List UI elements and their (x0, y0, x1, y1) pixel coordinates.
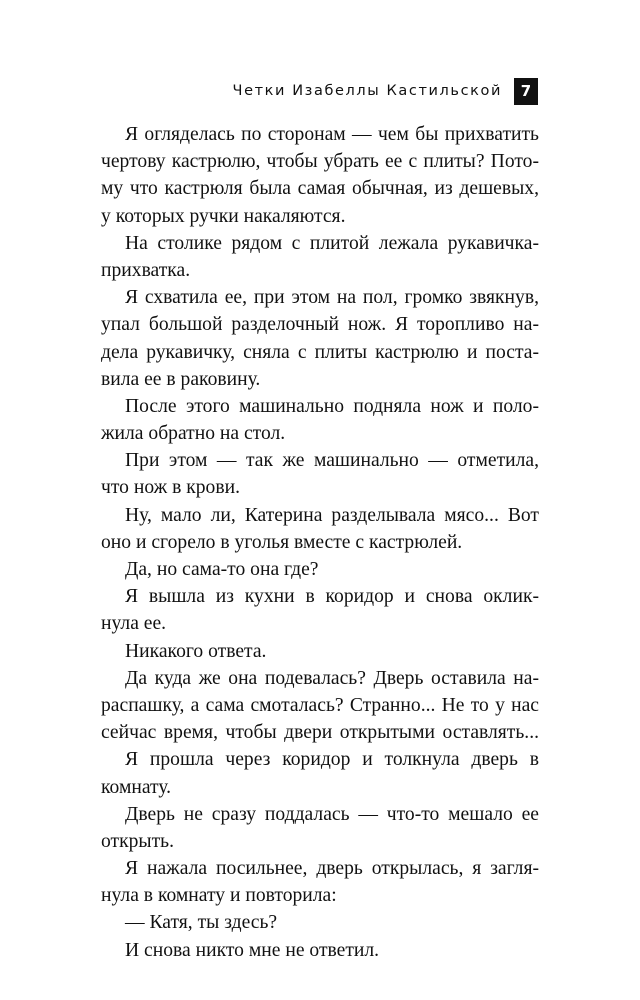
text-line: Ну, мало ли, Катерина разделывала мясо... Вот (125, 504, 539, 526)
running-header (100, 77, 538, 105)
text-line: Я огляделась по сторонам — чем бы прихватить (125, 124, 539, 145)
text-line: И снова никто мне не ответил. (125, 939, 380, 961)
text-line: На столике рядом с плитой лежала рукавичка- (125, 232, 539, 254)
text-line: Да, но сама-то она где? (125, 559, 319, 580)
text-line: вила ее в раковину. (101, 368, 261, 390)
text-line: оно и сгорело в уголья вместе с кастрюлей. (101, 531, 463, 553)
text-line: Я нажала посильнее, дверь открылась, я загля- (125, 858, 539, 880)
text-line: При этом — так же машинально — отметила, (125, 450, 539, 472)
text-line: жила обратно на стол. (101, 423, 286, 445)
text-line: дела рукавичку, сняла с плиты кастрюлю и поста- (101, 341, 539, 363)
text-line: Я прошла через коридор и толкнула дверь в (125, 749, 539, 771)
text-line: что нож в крови. (101, 477, 240, 499)
body-text (101, 121, 539, 964)
text-line: Я вышла из кухни в коридор и снова оклик- (125, 586, 539, 608)
text-line: открыть. (101, 830, 174, 852)
text-line: — Катя, ты здесь? (125, 912, 278, 934)
text-line: упал большой разделочный нож. Я торопливо на- (101, 314, 539, 336)
text-line: комнату. (101, 776, 172, 798)
text-line: После этого машинально подняла нож и поло- (125, 395, 539, 417)
text-line: чертову кастрюлю, чтобы убрать ее с плиты? Пото- (101, 151, 539, 173)
text-line: нула в комнату и повторила: (101, 885, 337, 907)
text-line: Дверь не сразу поддалась — что-то мешало ее (125, 803, 539, 825)
text-line: прихватка. (101, 259, 191, 281)
text-line: Я схватила ее, при этом на пол, громко звякнув, (125, 287, 539, 309)
text-line: нула ее. (101, 613, 167, 635)
page-number-badge: 7 (514, 78, 538, 105)
text-line: распашку, а сама смоталась? Странно... Не то у нас (101, 694, 539, 716)
text-line: у которых ручки накаляются. (101, 205, 346, 227)
running-title: Четки Изабеллы Кастильской (232, 83, 502, 99)
text-line: Никакого ответа. (125, 640, 267, 662)
text-line: сейчас время, чтобы двери открытыми оставлять... (101, 722, 539, 744)
text-line: Да куда же она подевалась? Дверь оставила на- (125, 667, 539, 689)
text-line: му что кастрюля была самая обычная, из дешевых, (101, 178, 539, 200)
